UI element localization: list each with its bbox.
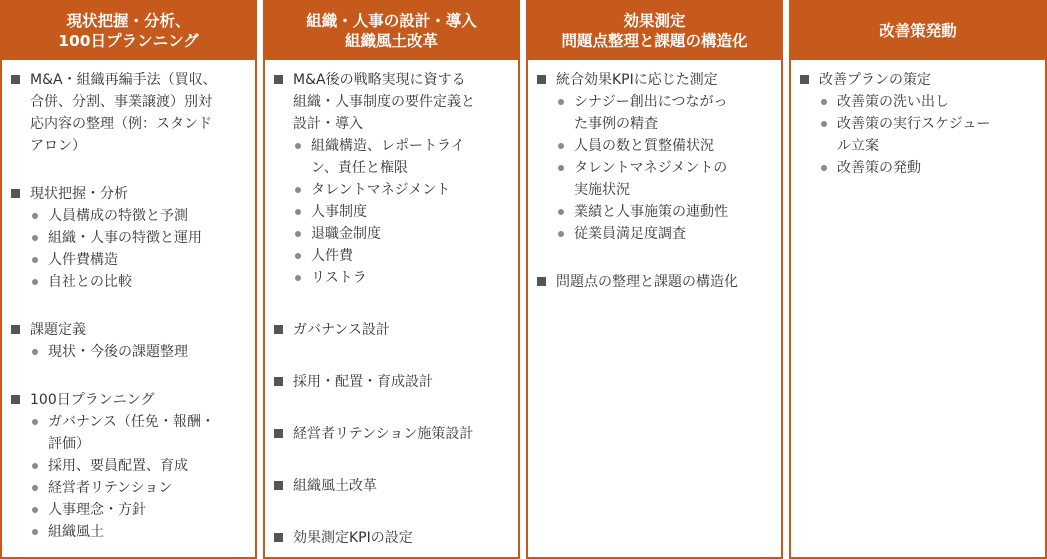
sub-item	[293, 179, 512, 201]
dot-bullet-icon	[32, 213, 38, 219]
section-title-line: 経営者リテンション施策設計	[293, 426, 474, 442]
sub-item-label	[837, 157, 1039, 179]
section-title-line: 効果測定KPIの設定	[293, 530, 413, 546]
sub-item-line: 改善策の洗い出し	[837, 94, 949, 110]
sub-item	[30, 499, 249, 521]
sub-item-label	[311, 135, 512, 179]
phase-column-4	[789, 0, 1047, 559]
dot-bullet-icon	[32, 507, 38, 513]
dot-bullet-icon	[295, 231, 301, 237]
sub-item-line: 自社との比較	[48, 274, 132, 290]
square-bullet-icon	[274, 377, 283, 386]
sub-item-label	[48, 341, 249, 363]
sub-item	[819, 91, 1039, 113]
section	[11, 389, 249, 543]
dot-bullet-icon	[558, 165, 564, 171]
section-content	[819, 69, 1039, 179]
square-bullet-icon	[11, 75, 20, 84]
section-content	[293, 371, 512, 393]
sub-item-label	[48, 499, 249, 521]
sub-item-label	[311, 179, 512, 201]
section-content	[556, 271, 775, 293]
dot-bullet-icon	[295, 209, 301, 215]
sub-item-line: 改善策の発動	[837, 160, 921, 176]
square-bullet-icon	[800, 75, 809, 84]
section-title-line: M&A・組織再編手法（買収、	[30, 72, 217, 88]
section	[537, 69, 775, 245]
phase-title-line: 現状把握・分析、	[66, 12, 191, 30]
dot-bullet-icon	[32, 419, 38, 425]
phase-header	[265, 2, 518, 60]
section-content	[293, 69, 512, 289]
section-content	[293, 319, 512, 341]
section-title-line: 採用・配置・育成設計	[293, 374, 433, 390]
section-content	[30, 183, 249, 293]
sub-item-label	[574, 223, 775, 245]
sub-item-line: ン、責任と権限	[311, 160, 408, 176]
section-content	[30, 319, 249, 363]
phase-body	[528, 60, 781, 557]
sub-item-line: タレントマネジメントの	[574, 160, 728, 176]
sub-item-label	[837, 91, 1039, 113]
section	[274, 475, 512, 497]
section-title-line: 統合効果KPIに応じた測定	[556, 72, 718, 88]
phase-title-line: 100日プランニング	[58, 32, 199, 50]
dot-bullet-icon	[295, 253, 301, 259]
sub-item-label	[574, 201, 775, 223]
dot-bullet-icon	[32, 529, 38, 535]
section-title-line: 現状把握・分析	[30, 186, 128, 202]
sub-item	[556, 135, 775, 157]
sub-item-label	[48, 477, 249, 499]
sub-item-line: 人件費	[311, 248, 353, 264]
section-title-line: 合併、分割、事業譲渡）別対	[30, 94, 212, 110]
section-title-line: 応内容の整理（例：スタンド	[30, 116, 212, 132]
sub-item-line: 評価）	[48, 436, 90, 452]
section-content	[30, 69, 249, 157]
sub-item	[30, 205, 249, 227]
sub-item-label	[48, 205, 249, 227]
sub-item-line: 人事制度	[311, 204, 367, 220]
section	[537, 271, 775, 293]
phase-title-line: 効果測定	[623, 12, 686, 30]
section-title-line: 改善プランの策定	[819, 72, 931, 88]
sub-item	[293, 267, 512, 289]
sub-item-line: 改善策の実行スケジュー	[837, 116, 991, 132]
sub-item	[293, 135, 512, 179]
sub-item-label	[311, 267, 512, 289]
sub-item-label	[48, 455, 249, 477]
phase-column-1	[0, 0, 257, 559]
square-bullet-icon	[274, 429, 283, 438]
sub-item	[556, 223, 775, 245]
sub-item	[30, 455, 249, 477]
dot-bullet-icon	[558, 209, 564, 215]
section-title-line: アロン）	[30, 138, 86, 154]
sub-item-line: 人員の数と質整備状況	[574, 138, 714, 154]
square-bullet-icon	[537, 75, 546, 84]
section	[274, 527, 512, 549]
section	[274, 371, 512, 393]
section-content	[293, 475, 512, 497]
sub-item-line: 組織・人事の特徴と運用	[48, 230, 202, 246]
sub-item	[293, 245, 512, 267]
section-content	[293, 423, 512, 445]
dot-bullet-icon	[821, 99, 827, 105]
phase-body	[2, 60, 255, 557]
section	[800, 69, 1039, 179]
sub-item-line: 人事理念・方針	[48, 502, 146, 518]
sub-item-label	[311, 245, 512, 267]
sub-item-label	[574, 91, 775, 135]
sub-item-label	[48, 521, 249, 543]
square-bullet-icon	[11, 325, 20, 334]
sub-item	[30, 249, 249, 271]
dot-bullet-icon	[558, 143, 564, 149]
phase-title-line: 組織・人事の設計・導入	[306, 12, 477, 30]
sub-item	[30, 521, 249, 543]
section-title-line: 課題定義	[30, 322, 86, 338]
dot-bullet-icon	[821, 165, 827, 171]
sub-item-line: 経営者リテンション	[48, 480, 173, 496]
dot-bullet-icon	[821, 121, 827, 127]
sub-item-label	[311, 201, 512, 223]
section	[274, 319, 512, 341]
sub-item-line: た事例の精査	[574, 116, 658, 132]
dot-bullet-icon	[558, 231, 564, 237]
sub-item-label	[311, 223, 512, 245]
dot-bullet-icon	[32, 349, 38, 355]
sub-item-line: ガバナンス（任免・報酬・	[48, 414, 215, 430]
dot-bullet-icon	[295, 187, 301, 193]
sub-item-label	[48, 411, 249, 455]
sub-item-label	[837, 113, 1039, 157]
sub-item-line: 実施状況	[574, 182, 630, 198]
phase-header	[791, 2, 1045, 60]
dot-bullet-icon	[32, 279, 38, 285]
sub-item	[30, 411, 249, 455]
dot-bullet-icon	[32, 257, 38, 263]
sub-item-label	[574, 157, 775, 201]
sub-item-label	[48, 227, 249, 249]
section-title-line: 設計・導入	[293, 116, 363, 132]
sub-item-line: 組織風土	[48, 524, 104, 540]
section-title-line: 100日プランニング	[30, 392, 155, 408]
sub-item-label	[574, 135, 775, 157]
dot-bullet-icon	[32, 485, 38, 491]
section-title-line: 問題点の整理と課題の構造化	[556, 274, 738, 290]
sub-item	[30, 341, 249, 363]
dot-bullet-icon	[295, 275, 301, 281]
sub-item	[556, 201, 775, 223]
sub-item	[30, 271, 249, 293]
sub-item	[556, 157, 775, 201]
dot-bullet-icon	[295, 143, 301, 149]
phase-title-line: 改善策発動	[879, 22, 957, 40]
section	[274, 69, 512, 289]
square-bullet-icon	[11, 395, 20, 404]
phase-body	[265, 60, 518, 557]
section-title-line: M&A後の戦略実現に資する	[293, 72, 466, 88]
section	[274, 423, 512, 445]
sub-item-line: 採用、要員配置、育成	[48, 458, 188, 474]
sub-item-line: 業績と人事施策の連動性	[574, 204, 728, 220]
dot-bullet-icon	[558, 99, 564, 105]
sub-item-line: タレントマネジメント	[311, 182, 451, 198]
sub-item-line: 現状・今後の課題整理	[48, 344, 188, 360]
sub-item-line: シナジー創出につながっ	[574, 94, 728, 110]
sub-item	[30, 227, 249, 249]
phase-title-line: 組織風土改革	[344, 32, 438, 50]
sub-item	[819, 113, 1039, 157]
sub-item	[293, 223, 512, 245]
phase-body	[791, 60, 1045, 557]
section-content	[30, 389, 249, 543]
sub-item-line: リストラ	[311, 270, 367, 286]
sub-item	[293, 201, 512, 223]
phase-header	[2, 2, 255, 60]
section-title-line: ガバナンス設計	[293, 322, 390, 338]
phase-title-line: 問題点整理と課題の構造化	[561, 32, 748, 50]
square-bullet-icon	[11, 189, 20, 198]
sub-item	[556, 91, 775, 135]
section-title-line: 組織風土改革	[293, 478, 377, 494]
phase-column-2	[263, 0, 520, 559]
square-bullet-icon	[274, 75, 283, 84]
phase-column-3	[526, 0, 783, 559]
section	[11, 69, 249, 157]
square-bullet-icon	[537, 277, 546, 286]
sub-item-line: ル立案	[837, 138, 879, 154]
section-title-line: 組織・人事制度の要件定義と	[293, 94, 475, 110]
sub-item-line: 退職金制度	[311, 226, 381, 242]
square-bullet-icon	[274, 325, 283, 334]
dot-bullet-icon	[32, 463, 38, 469]
section	[11, 183, 249, 293]
sub-item-line: 人件費構造	[48, 252, 118, 268]
sub-item-line: 従業員満足度調査	[574, 226, 686, 242]
dot-bullet-icon	[32, 235, 38, 241]
sub-item	[819, 157, 1039, 179]
phase-header	[528, 2, 781, 60]
sub-item-label	[48, 249, 249, 271]
sub-item	[30, 477, 249, 499]
sub-item-line: 人員構成の特徴と予測	[48, 208, 188, 224]
square-bullet-icon	[274, 481, 283, 490]
sub-item-line: 組織構造、レポートライ	[311, 138, 465, 154]
square-bullet-icon	[274, 533, 283, 542]
sub-item-label	[48, 271, 249, 293]
section-content	[293, 527, 512, 549]
section-content	[556, 69, 775, 245]
section	[11, 319, 249, 363]
